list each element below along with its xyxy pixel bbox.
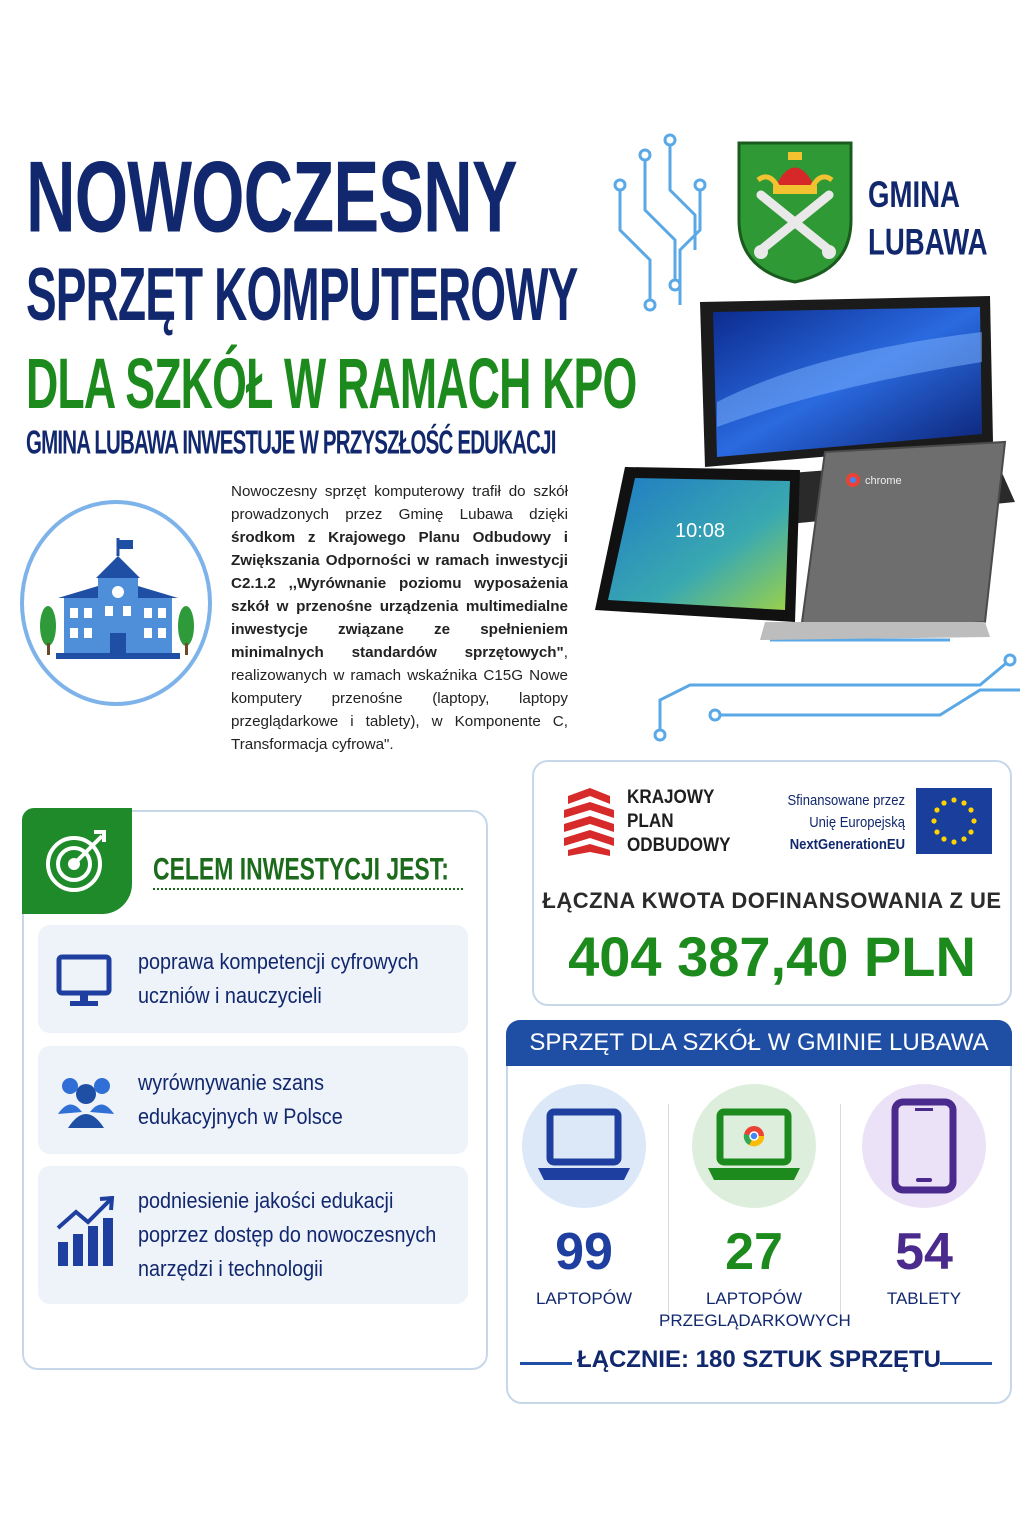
goal-text-line: uczniów i nauczycieli: [138, 983, 322, 1008]
goal-item: [38, 1166, 468, 1304]
intro-text-part-3: , realizowanych w ramach wskaźnika C15G Nowe komputery przenośne (laptopy, laptopy przeglądarkowe i tablety), w Komponente C, Transformacja cyfrowa".: [231, 644, 568, 753]
goal-text: [138, 1066, 343, 1134]
goals-badge: [22, 808, 132, 914]
goal-text: [138, 945, 419, 1013]
laptop-label-text: LAPTOPÓW: [535, 1289, 633, 1308]
subtitle: GMINA LUBAWA INWESTUJE W PRZYSZŁOŚĆ EDUKACJI: [26, 424, 556, 462]
growth-chart-icon: [56, 1196, 116, 1268]
monitor-icon: [56, 953, 112, 1009]
tablet-count: 54: [895, 1223, 953, 1281]
chromebook-count: 27: [725, 1223, 783, 1281]
goal-text-line: poprawa kompetencji cyfrowych: [138, 949, 419, 974]
laptop-label: [489, 1288, 679, 1310]
eu-line-1: Sfinansowane przez: [787, 793, 905, 809]
municipality-name: [868, 172, 988, 267]
goal-text-line: wyrównywanie szans: [138, 1070, 324, 1095]
kpo-line-1: KRAJOWY: [627, 787, 715, 808]
kpo-name: [627, 786, 731, 858]
municipality-line-2: LUBAWA: [868, 222, 988, 264]
goal-text-line: podniesienie jakości edukacji: [138, 1188, 394, 1213]
laptop-icon: [536, 1106, 632, 1186]
chromebook-label-text: PRZEGLĄDARKOWYCH: [659, 1311, 851, 1330]
funding-amount: 404 387,40 PLN: [568, 925, 976, 988]
intro-text-part-1: Nowoczesny sprzęt komputerowy trafił do szkół prowadzonych przez Gminę Lubawa dzięki: [231, 483, 568, 523]
laptop-count: 99: [555, 1223, 613, 1281]
target-icon: [42, 826, 112, 896]
intro-text-bold: środkom z Krajowego Planu Odbudowy i Zwiększania Odporności w ramach inwestycji C2.1.2 ,,Wyrównanie poziomu wyposażenia szkół w przenośne urządzenia multimedialne inwestycje związane ze spełnieniem minimalnych standardów sprzętowych": [231, 529, 568, 661]
goal-text: [138, 1184, 436, 1286]
equipment-total: ŁĄCZNIE: 180 SZTUK SPRZĘTU: [576, 1346, 942, 1373]
chromebook-circle: [692, 1084, 816, 1208]
chromebook-icon: [706, 1106, 802, 1186]
coat-of-arms-icon: [736, 140, 854, 285]
kpo-line-2: PLAN: [627, 811, 674, 832]
chromebook-label: [659, 1288, 849, 1332]
school-icon: [18, 498, 214, 708]
goal-text-line: edukacyjnych w Polsce: [138, 1104, 343, 1129]
eu-line-2: Unię Europejską: [809, 815, 905, 831]
goal-text-line: narzędzi i technologii: [138, 1256, 323, 1281]
devices-illustration: [595, 292, 1015, 652]
eu-line-3: NextGenerationEU: [789, 837, 905, 853]
eu-flag-icon: [916, 788, 992, 854]
goals-title-underline: [153, 888, 463, 890]
goal-item: [38, 1046, 468, 1154]
tablet-label: [829, 1288, 1019, 1310]
goal-text-line: poprzez dostęp do nowoczesnych: [138, 1222, 437, 1247]
equipment-title: SPRZĘT DLA SZKÓŁ W GMINIE LUBAWA: [506, 1020, 1012, 1066]
kpo-logo-icon: [560, 786, 618, 858]
title-line-2: SPRZĘT KOMPUTEROWY: [26, 251, 578, 337]
intro-paragraph: [231, 480, 568, 756]
goals-title: CELEM INWESTYCJI JEST:: [153, 852, 449, 887]
goal-item: [38, 925, 468, 1033]
total-line-right: [940, 1362, 992, 1365]
laptop-circle: [522, 1084, 646, 1208]
tablet-icon: [889, 1098, 959, 1194]
chromebook-label-text: LAPTOPÓW: [705, 1289, 803, 1308]
tablet-label-text: TABLETY: [886, 1289, 962, 1308]
title-line-1: NOWOCZESNY: [26, 139, 517, 254]
tablet-circle: [862, 1084, 986, 1208]
kpo-line-3: ODBUDOWY: [627, 835, 731, 856]
tablet-clock: 10:08: [675, 520, 726, 542]
eu-funding-note: [775, 790, 906, 856]
chromebook-brand-label: chrome: [865, 475, 902, 487]
funding-label: ŁĄCZNA KWOTA DOFINANSOWANIA Z UE: [542, 888, 1002, 913]
municipality-line-1: GMINA: [868, 174, 960, 216]
title-line-3: DLA SZKÓŁ W RAMACH KPO: [26, 344, 637, 425]
people-icon: [56, 1072, 116, 1130]
